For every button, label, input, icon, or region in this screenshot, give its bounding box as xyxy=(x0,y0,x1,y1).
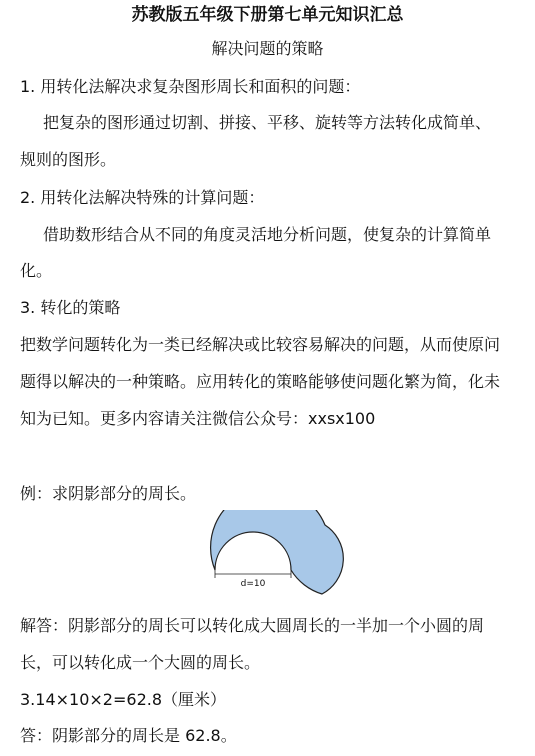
answer-line-2: 长，可以转化成一个大圆的周长。 xyxy=(20,653,261,672)
section-1-line-1: 把复杂的图形通过切割、拼接、平移、旋转等方法转化成简单、 xyxy=(43,113,492,132)
answer-line-1: 解答：阴影部分的周长可以转化成大圆周长的一半加一个小圆的周 xyxy=(20,616,485,635)
example-prompt: 例：求阴影部分的周长。 xyxy=(20,484,197,503)
section-3-line-1: 把数学问题转化为一类已经解决或比较容易解决的问题，从而使原问 xyxy=(20,335,501,354)
section-3-line-3: 知为已知。更多内容请关注微信公众号：xxsx100 xyxy=(20,409,376,428)
section-3-heading: 3. 转化的策略 xyxy=(20,298,121,317)
section-2-line-2: 化。 xyxy=(20,261,53,280)
section-2-heading: 2. 用转化法解决特殊的计算问题： xyxy=(20,188,265,207)
conclusion: 答：阴影部分的周长是 62.8。 xyxy=(20,726,237,745)
section-3-line-2: 题得以解决的一种策略。应用转化的策略能够使问题化繁为简，化未 xyxy=(20,372,501,391)
calculation: 3.14×10×2=62.8（厘米） xyxy=(20,690,227,709)
section-1-line-2: 规则的图形。 xyxy=(20,150,117,169)
diameter-label: d=10 xyxy=(240,579,266,589)
section-2-line-1: 借助数形结合从不同的角度灵活地分析问题，使复杂的计算简单 xyxy=(43,225,492,244)
shaded-figure-svg xyxy=(205,510,365,602)
document-title: 苏教版五年级下册第七单元知识汇总 xyxy=(131,5,404,25)
section-1-heading: 1. 用转化法解决求复杂图形周长和面积的问题： xyxy=(20,77,361,96)
shaded-region xyxy=(211,510,344,594)
document-subtitle: 解决问题的策略 xyxy=(211,39,324,58)
shaded-figure xyxy=(205,510,365,602)
